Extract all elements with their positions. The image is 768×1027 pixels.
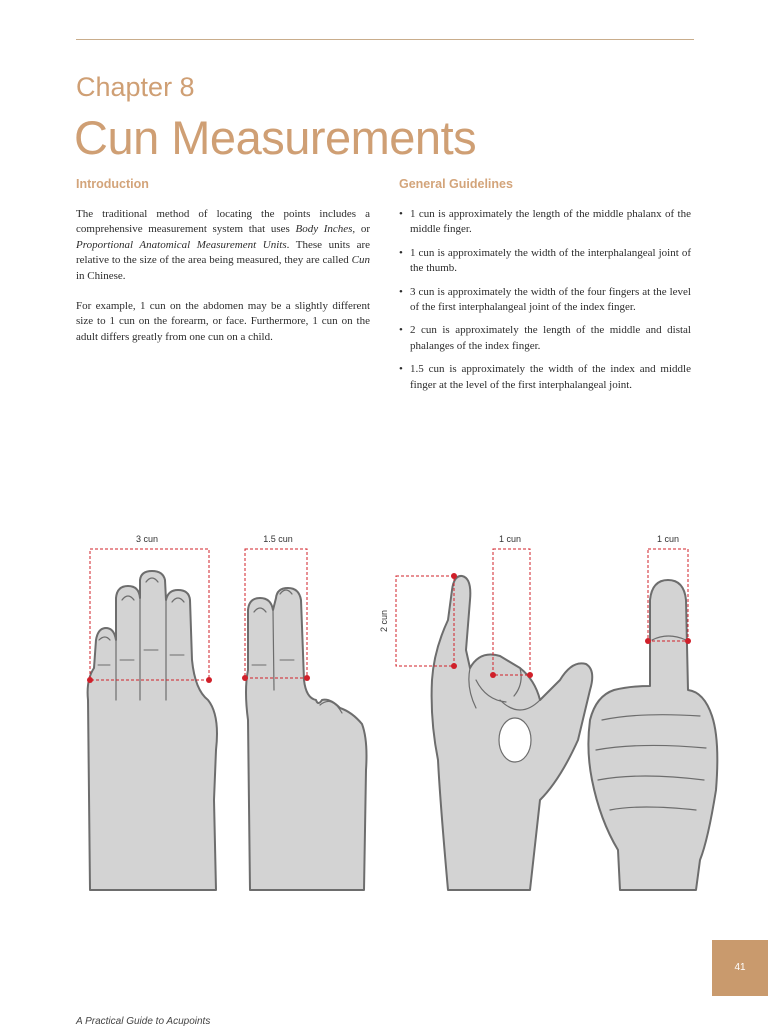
footer-text: A Practical Guide to Acupoints [76,1016,211,1027]
hand-four-fingers [88,571,217,890]
hand-thumbs-up [588,580,717,890]
guideline-item: • 2 cun is approximately the length of the middle and distal phalanges of the index finger. [399,324,691,352]
introduction-text [76,207,370,360]
page-number-tab [712,940,768,996]
label-2-cun: 2 cun [379,609,389,633]
chapter-label: Chapter 8 [76,72,195,102]
intro-paragraph-2: For example, 1 cun on the abdomen may be a slightly different size to 1 cun on the forearm, or face. Furthermore, 1 cun on the adult differs greatly from one cun on a child. [76,300,370,343]
guidelines-heading: General Guidelines [399,177,513,191]
guideline-item: • 1.5 cun is approximately the width of the index and middle finger at the level of the first interphalangeal joint. [399,363,691,391]
intro-paragraph-1: The traditional method of locating the points includes a comprehensive measurement system that uses Body Inches, or Proportional Anatomical Measurement Units. These units are relative to the size of the area being measured, they are called Cun in Chinese. [76,208,370,282]
guideline-item: • 1 cun is approximately the width of the interphalangeal joint of the thumb. [399,246,691,275]
guideline-item: • 3 cun is approximately the width of the four fingers at the level of the first interphalangeal joint of the index finger. [399,285,691,314]
page-number: 41 [734,962,746,973]
page-title: Cun Measurements [74,111,477,164]
label-1-cun-index: 1 cun [498,534,522,544]
label-3-cun: 3 cun [135,534,159,544]
guideline-item: • 1 cun is approximately the length of the middle phalanx of the middle finger. [399,208,691,236]
label-1-5-cun: 1.5 cun [263,534,293,544]
guidelines-list [399,207,691,401]
hand-two-fingers [246,588,367,890]
hand-illustration [0,520,768,900]
introduction-heading: Introduction [76,177,149,191]
label-1-cun-thumb: 1 cun [656,534,680,544]
top-rule [76,39,694,40]
